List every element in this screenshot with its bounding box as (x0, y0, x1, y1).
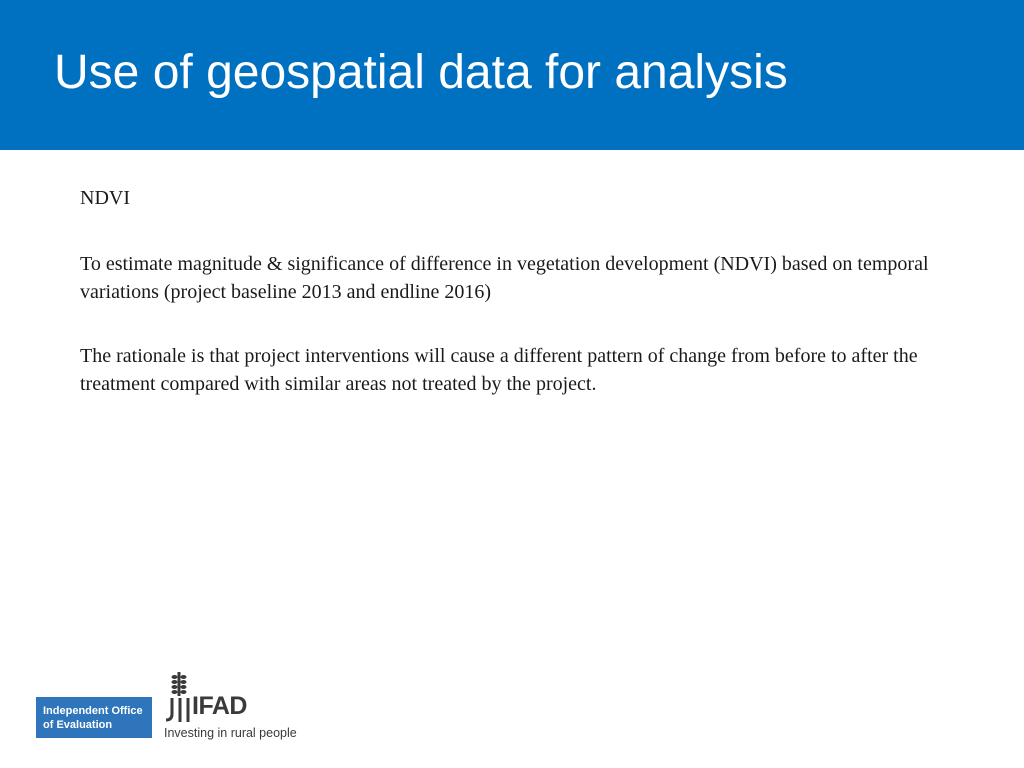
ifad-logo (164, 668, 314, 744)
wheat-emblem-icon (164, 670, 194, 724)
section-label: NDVI (80, 187, 130, 209)
slide-body (80, 184, 960, 398)
body-paragraph-rationale: The rationale is that project interventions will cause a different pattern of change from before to after the treatment compared with similar areas not treated by the project. (80, 345, 918, 395)
ifad-wordmark: IFAD (192, 692, 247, 720)
slide-title: Use of geospatial data for analysis (54, 46, 788, 99)
ifad-tagline: Investing in rural people (164, 726, 297, 740)
ioe-logo (36, 697, 152, 738)
ioe-logo-line2: of Evaluation (43, 719, 113, 731)
body-paragraph-objective: To estimate magnitude & significance of difference in vegetation development (NDVI) based on temporal variations (project baseline 2013 and endline 2016) (80, 253, 929, 303)
header-band (0, 0, 1024, 150)
ioe-logo-line1: Independent Office (43, 705, 143, 717)
